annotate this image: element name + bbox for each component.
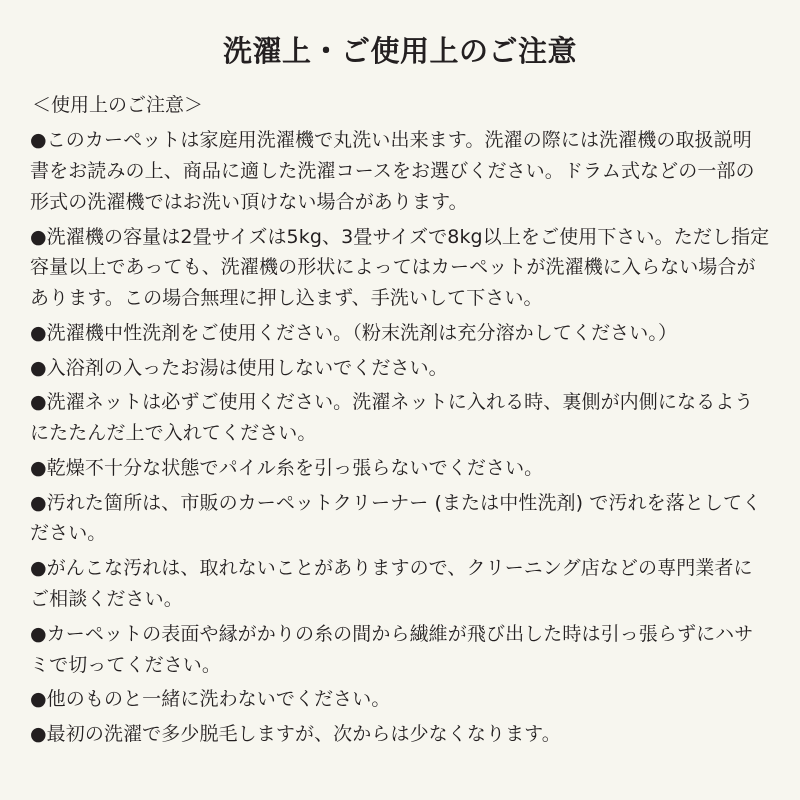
list-item: ●汚れた箇所は、市販のカーペットクリーナー (または中性洗剤) で汚れを落としてください。 [30,491,762,545]
notes-list [30,125,770,750]
list-item: ●カーペットの表面や縁がかりの糸の間から繊維が飛び出した時は引っ張らずにハサミで切ってください。 [30,622,754,676]
page-title: 洗濯上・ご使用上のご注意 [222,34,577,68]
list-item: ●入浴剤の入ったお湯は使用しないでください。 [30,356,448,379]
section-heading: ＜使用上のご注意＞ [32,93,204,116]
list-item: ●他のものと一緒に洗わないでください。 [30,688,391,711]
list-item: ●洗濯機中性洗剤をご使用ください。（粉末洗剤は充分溶かしてください。） [30,321,678,344]
list-item: ●洗濯ネットは必ずご使用ください。洗濯ネットに入れる時、裏側が内側になるようにたたんだ上で入れてください。 [30,391,754,445]
list-item: ●がんこな汚れは、取れないことがありますので、クリーニング店などの専門業者にご相談ください。 [30,557,753,611]
list-item: ●最初の洗濯で多少脱毛しますが、次からは少なくなります。 [30,723,561,746]
list-item: ●乾燥不十分な状態でパイル糸を引っ張らないでください。 [30,456,544,479]
list-item: ●このカーペットは家庭用洗濯機で丸洗い出来ます。洗濯の際には洗濯機の取扱説明書をお読みの上、商品に適した洗濯コースをお選びください。ドラム式などの一部の形式の洗濯機ではお洗い頂けない場合があります。 [30,129,755,213]
list-item: ●洗濯機の容量は2畳サイズは5kg、3畳サイズで8kg以上をご使用下さい。ただし指定容量以上であっても、洗濯機の形状によってはカーペットが洗濯機に入らない場合があります。この場合無理に押し込まず、手洗いして下さい。 [30,225,770,310]
